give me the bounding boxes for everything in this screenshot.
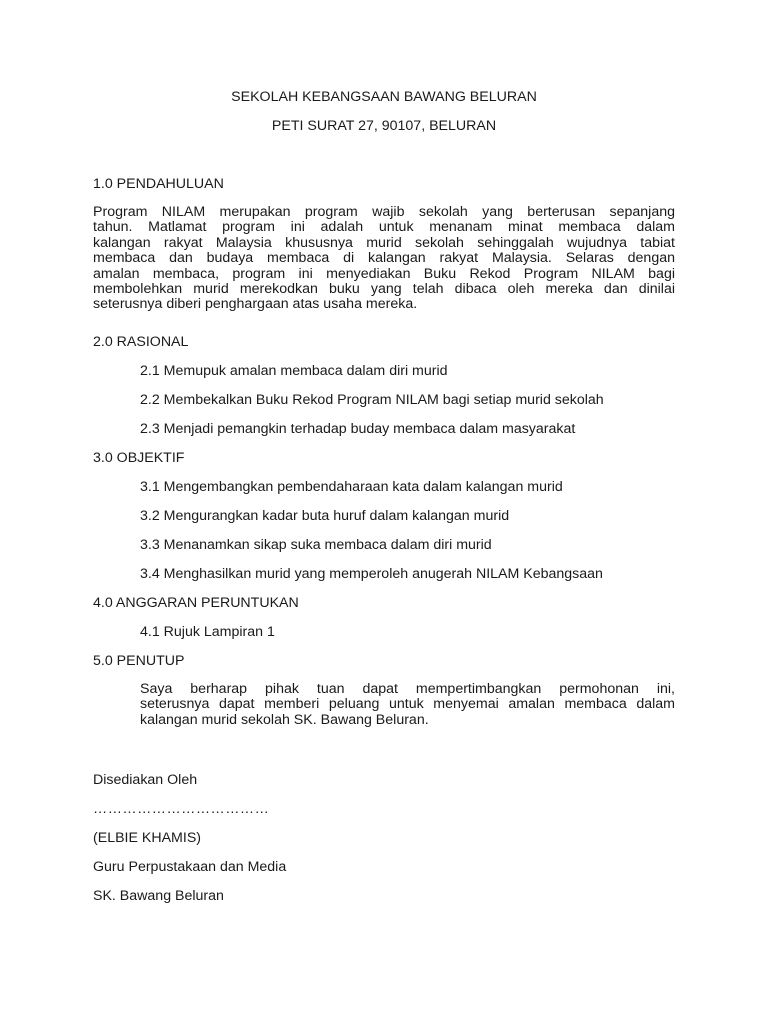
paragraph-line: seterusnya diberi penghargaan atas usaha mereka. — [93, 296, 418, 313]
section-heading-anggaran: 4.0 ANGGARAN PERUNTUKAN — [93, 595, 299, 611]
section-heading-objektif: 3.0 OBJEKTIF — [93, 450, 185, 466]
closing-paragraph — [140, 682, 675, 728]
section-heading-penutup: 5.0 PENUTUP — [93, 653, 185, 669]
list-item: 3.3 Menanamkan sikap suka membaca dalam diri murid — [140, 537, 492, 553]
list-item: 3.4 Menghasilkan murid yang memperoleh anugerah NILAM Kebangsaan — [140, 566, 603, 582]
list-item: 3.2 Mengurangkan kadar buta huruf dalam kalangan murid — [140, 508, 510, 524]
signatory-school: SK. Bawang Beluran — [93, 888, 224, 904]
signature-line: ……………………………… — [93, 801, 270, 817]
paragraph-line: tahun. Matlamat program ini adalah untuk menanam minat membaca dalam — [93, 219, 675, 236]
paragraph-line: Saya berharap pihak tuan dapat mempertimbangkan permohonan ini, — [140, 681, 675, 697]
prepared-by-label: Disediakan Oleh — [93, 772, 198, 788]
signatory-position: Guru Perpustakaan dan Media — [93, 859, 287, 875]
paragraph-line: seterusnya dapat memberi peluang untuk menyemai amalan membaca dalam — [140, 696, 675, 713]
list-item: 3.1 Mengembangkan pembendaharaan kata dalam kalangan murid — [140, 479, 563, 495]
section-heading-rasional: 2.0 RASIONAL — [93, 334, 189, 350]
paragraph-line: membaca dan budaya membaca di kalangan rakyat Malaysia. Selaras dengan — [93, 250, 675, 267]
paragraph-line: membolehkan murid merekodkan buku yang telah dibaca oleh mereka dan dinilai — [93, 281, 675, 298]
list-item: 4.1 Rujuk Lampiran 1 — [140, 624, 275, 640]
list-item: 2.2 Membekalkan Buku Rekod Program NILAM bagi setiap murid sekolah — [140, 392, 604, 408]
school-name: SEKOLAH KEBANGSAAN BAWANG BELURAN — [231, 89, 537, 105]
list-item: 2.3 Menjadi pemangkin terhadap buday membaca dalam masyarakat — [140, 421, 576, 437]
paragraph-line: amalan membaca, program ini menyediakan Buku Rekod Program NILAM bagi — [93, 265, 675, 282]
school-address: PETI SURAT 27, 90107, BELURAN — [271, 118, 497, 134]
section-heading-pendahuluan: 1.0 PENDAHULUAN — [93, 176, 224, 192]
paragraph-line: kalangan murid sekolah SK. Bawang Beluran. — [140, 711, 429, 728]
list-item: 2.1 Memupuk amalan membaca dalam diri murid — [140, 363, 448, 379]
paragraph-line: kalangan rakyat Malaysia khususnya murid sekolah sehinggalah wujudnya tabiat — [93, 234, 675, 251]
signatory-name: (ELBIE KHAMIS) — [93, 830, 202, 846]
paragraph-line: Program NILAM merupakan program wajib sekolah yang berterusan sepanjang — [93, 204, 675, 220]
intro-paragraph — [93, 205, 675, 313]
